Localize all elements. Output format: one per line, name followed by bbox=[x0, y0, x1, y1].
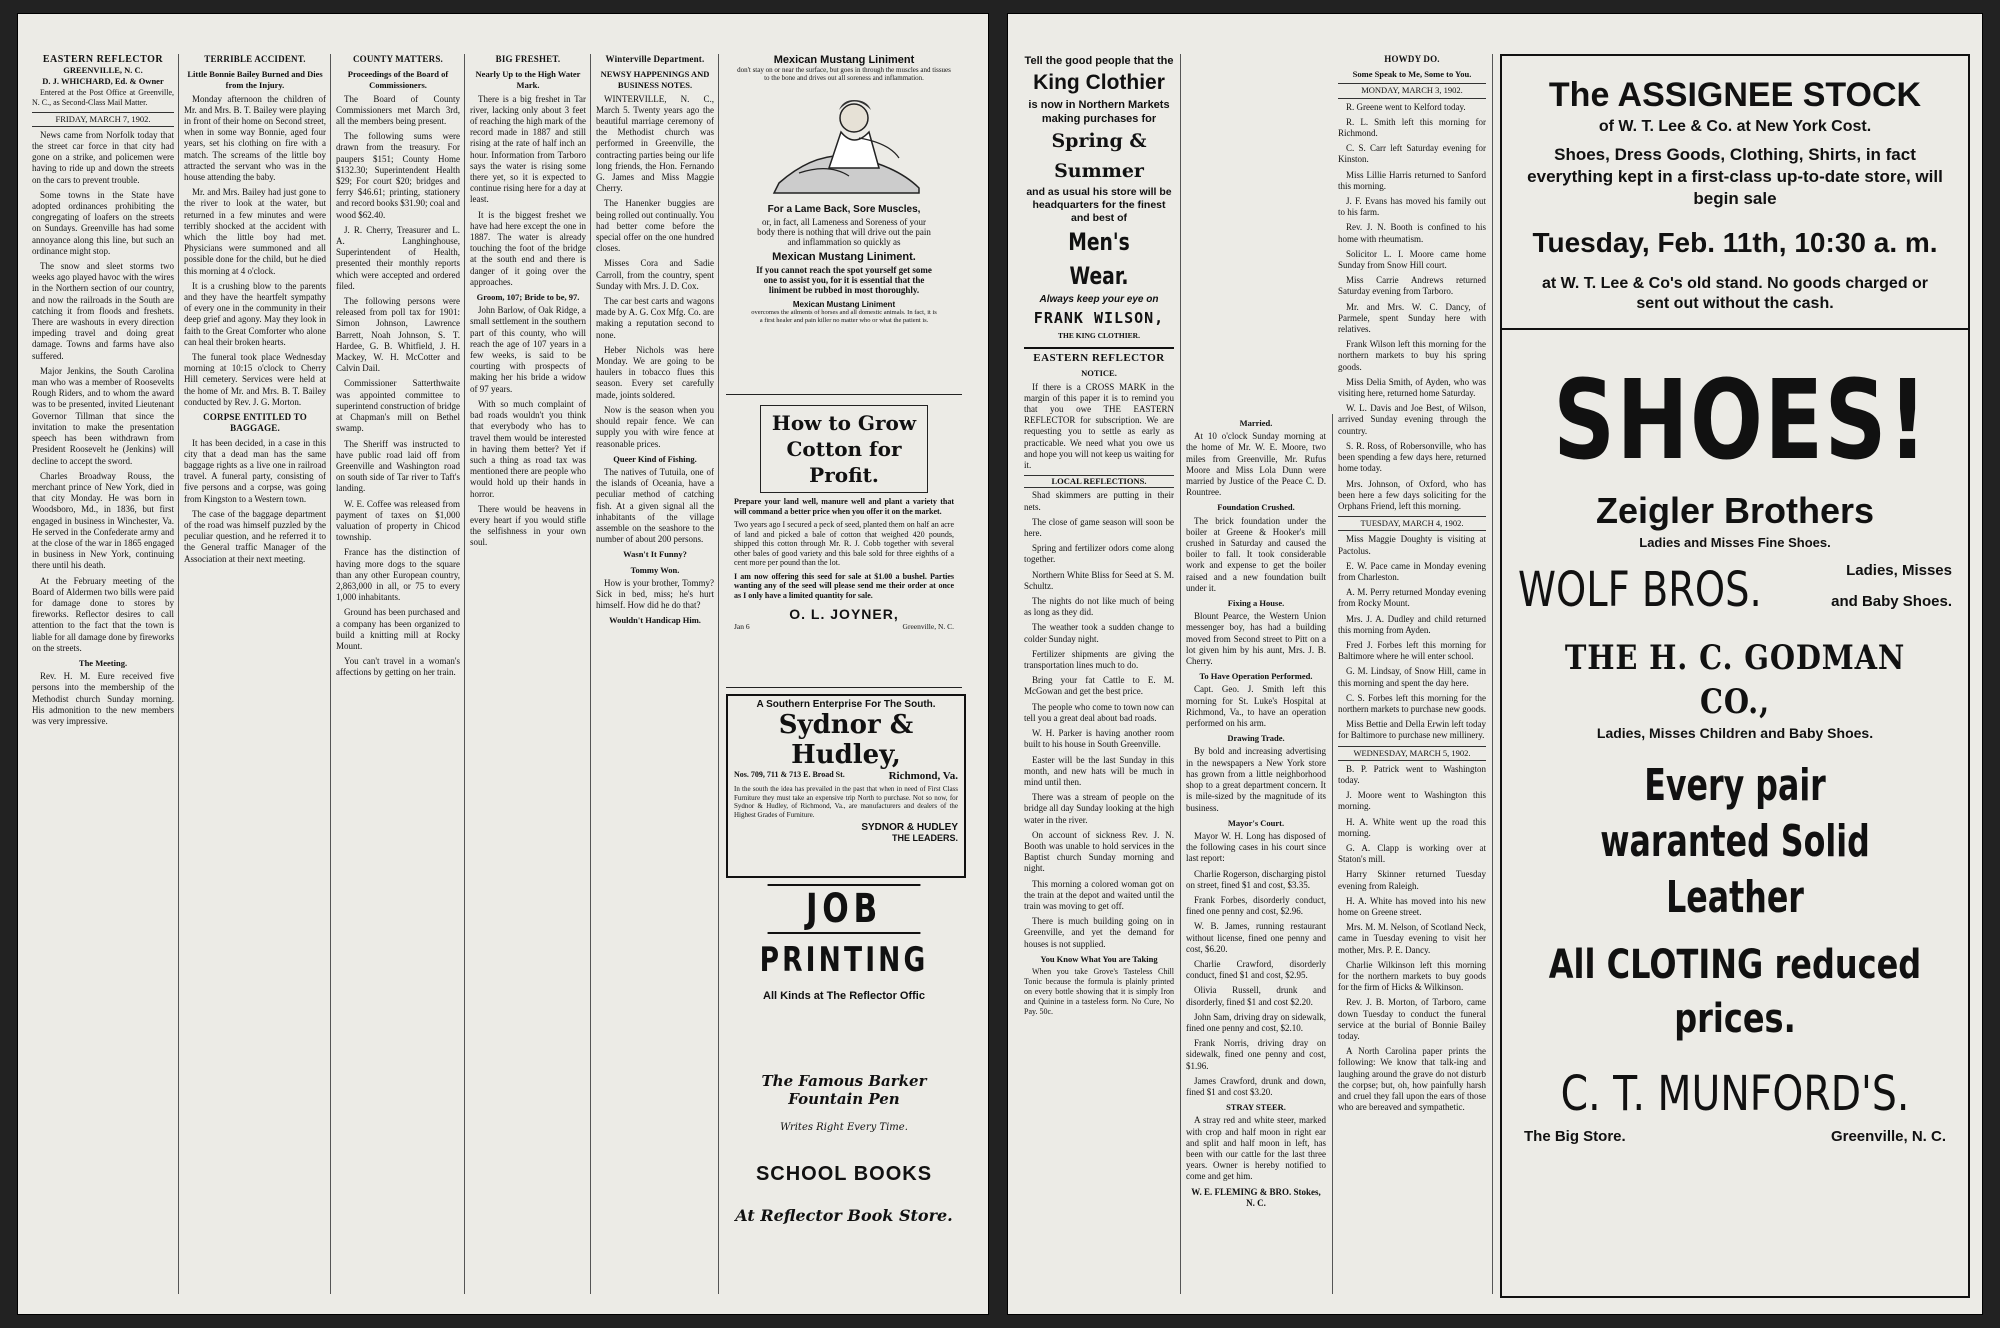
ad-footer: overcomes the ailments of horses and all domestic animals. In fact, it is a first healer and pain killer no matter who or what the patient is. bbox=[751, 309, 937, 324]
ad-signature-line bbox=[726, 622, 962, 631]
ad-note: If you cannot reach the spot yourself get some one to assist you, for it is essential that the liniment be rubbed in most thoroughly. bbox=[756, 265, 932, 295]
article-heading: BIG FRESHET. bbox=[495, 54, 561, 64]
ad-frank-wilson: FRANK WILSON, bbox=[1033, 309, 1165, 327]
column-rule bbox=[178, 54, 179, 1294]
article-heading: To Have Operation Performed. bbox=[1199, 671, 1313, 682]
article-text: J. R. Cherry, Treasurer and L. A. Langhinghouse, Superintendent of Health, presented their monthly reports which were accepted and ordered filed. bbox=[336, 224, 460, 291]
left-col-2 bbox=[184, 54, 326, 1294]
article-text: Mayor W. H. Long has disposed of the following cases in his court since last report: bbox=[1186, 830, 1326, 864]
ad-signature-sub: THE LEADERS. bbox=[891, 833, 958, 843]
court-item: Charlie Rogerson, discharging pistol on street, fined $1 and cost, $3.35. bbox=[1186, 868, 1326, 890]
ad-line: Always keep your eye on bbox=[1039, 294, 1159, 305]
personal-item: Fred J. Forbes left this morning for Baltimore where he will enter school. bbox=[1338, 639, 1486, 662]
ad-address: Nos. 709, 711 & 713 E. Broad St. bbox=[734, 770, 845, 779]
ad-title: Mexican Mustang Liniment bbox=[773, 54, 915, 66]
article-text: You can't travel in a woman's affections by getting on her train. bbox=[336, 656, 460, 678]
ad-frank-sub: THE KING CLOTHIER. bbox=[1058, 331, 1140, 340]
article-text: The Hanenker buggies are being rolled out continually. You had better come before the special offer on the one hundred closes. bbox=[596, 198, 714, 254]
ad-wolf: WOLF BROS. bbox=[1518, 562, 1762, 618]
article-text: The car best carts and wagons made by A. G. Cox Mfg. Co. are making a reputation second to none. bbox=[596, 296, 714, 340]
article-text: It is the biggest freshet we have had here except the one in 1887. The water is already touching the foot of the bridge at the south end and there is danger of it going over the approaches. bbox=[470, 209, 586, 287]
article-heading: TERRIBLE ACCIDENT. bbox=[204, 54, 306, 64]
shoes-ad bbox=[1502, 330, 1968, 1145]
article-heading: Fixing a House. bbox=[1227, 598, 1285, 609]
ad-signature: SYDNOR & HUDLEY bbox=[861, 822, 958, 833]
article-heading: Queer Kind of Fishing. bbox=[613, 453, 697, 464]
column-rule bbox=[330, 54, 331, 1294]
article-heading: Mayor's Court. bbox=[1227, 817, 1285, 828]
article-text: Rev. H. M. Eure received five persons into the membership of the Methodist church Sunday morning. His admonition to the new members was very impressive. bbox=[32, 671, 174, 726]
article-text: By bold and increasing advertising in the newspapers a New York store has grown from a little neighborhood shop to a great department concern. It is mile-sized by the magnitude of its business. bbox=[1186, 746, 1326, 813]
personal-item: Harry Skinner returned Tuesday evening from Raleigh. bbox=[1338, 869, 1486, 891]
article-text: It has been decided, in a case in this city that a dead man has the same baggage rights as a live one in railroad travel. A funeral party, consisting of five persons and a corpse, was going from Kingston to a Western town. bbox=[184, 437, 326, 504]
article-text: Capt. Geo. J. Smith left this morning for St. Luke's Hospital at Richmond, Va., to have an operation performed on his arm. bbox=[1186, 684, 1326, 729]
munford-footer bbox=[1502, 1124, 1968, 1145]
court-item: John Sam, driving dray on sidewalk, fined one penny and cost, $2.10. bbox=[1186, 1011, 1326, 1033]
article-heading: NOTICE. bbox=[1081, 368, 1117, 379]
job-printing-ad bbox=[726, 884, 962, 1294]
local-item: Spring and fertilizer odors come along together. bbox=[1024, 543, 1174, 565]
article-text: The Sheriff was instructed to have public road laid off from Greenville and Washington road on south side of Tar river to Taft's landing. bbox=[336, 438, 460, 494]
article-subheading: NEWSY HAPPENINGS AND BUSINESS NOTES. bbox=[600, 69, 710, 91]
personal-item: Miss Maggie Doughty is visiting at Pactolus. bbox=[1338, 534, 1486, 556]
personal-item: J. Moore went to Washington this morning. bbox=[1338, 790, 1486, 812]
personal-item: Charlie Wilkinson left this morning for the northern markets to buy goods for the firm of Hicks & Wilkinson. bbox=[1338, 959, 1486, 993]
personal-item: Miss Delia Smith, of Ayden, who was visiting here, returned home Saturday. bbox=[1338, 376, 1486, 399]
right-col-2-upper bbox=[1186, 54, 1326, 404]
personal-item: Rev. J. N. Booth is confined to his home with rheumatism. bbox=[1338, 222, 1486, 244]
article-text: The case of the baggage department of the road was himself puzzled by the peculiar question, and he referred it to the General traffic Manager of the Association at their next meeting. bbox=[184, 508, 326, 564]
article-text: John Barlow, of Oak Ridge, a small settlement in the southern part of this county, who will reach the age of 107 years in a few weeks, is said to be courting with prospects of making her his bride a widow of 97 years. bbox=[470, 305, 586, 394]
local-item: Easter will be the last Sunday in this month, and new hats will be much in mind until then. bbox=[1024, 754, 1174, 787]
article-text: At 10 o'clock Sunday morning at the home of Mr. W. E. Moore, two miles from Greenville, Mr. Rufus Moore and Miss Lola Dunn were married by Justice of the Peace C. D. Rountree. bbox=[1186, 431, 1326, 498]
wolf-bros-row bbox=[1502, 552, 1968, 618]
article-text: With so much complaint of bad roads wouldn't you think that everybody who has to travel them would be interested in having them better? Yet if such a thing as road tax was mentioned there are people who would hold up their hands in horror. bbox=[470, 398, 586, 499]
dated-section: MONDAY, MARCH 3, 1902. bbox=[1338, 83, 1486, 98]
local-item: Bring your fat Cattle to E. M. McGowan and get the best price. bbox=[1024, 675, 1174, 697]
article-text: When you take Grove's Tasteless Chill Tonic because the formula is plainly printed on every bottle showing that it is simply Iron and Quinine in a tasteless form. No Cure, No Pay. 50c. bbox=[1024, 966, 1174, 1016]
personal-item: Solicitor L. I. Moore came home Sunday from Snow Hill court. bbox=[1338, 248, 1486, 271]
ad-body: In the south the idea has prevailed in the past that when in need of First Class Furniture they must take an expensive trip North to purchase. Not so now, for Sydnor & Hudley, of Richmond, Va., are manufacturers and dealers of the Highest Grades of Furniture. bbox=[734, 785, 958, 819]
personal-item: Mr. and Mrs. W. C. Dancy, of Parmele, spent Sunday here with relatives. bbox=[1338, 301, 1486, 335]
article-text: Ground has been purchased and a company has been organized to build a knitting mill at Rocky Mount. bbox=[336, 607, 460, 651]
left-page bbox=[18, 14, 988, 1314]
ad-school-books: SCHOOL BOOKS bbox=[755, 1163, 933, 1185]
personal-item: E. W. Pace came in Monday evening from Charleston. bbox=[1338, 560, 1486, 582]
personal-item: Frank Wilson left this morning for the northern markets to buy his spring goods. bbox=[1338, 339, 1486, 372]
ad-body: I am now offering this seed for sale at $1.00 a bushel. Parties wanting any of the seed will please send me their order at once as I only have a limited quantity for sale. bbox=[734, 571, 954, 600]
right-col-2 bbox=[1186, 414, 1326, 1294]
personal-item: Mrs. Johnson, of Oxford, who has been here a few days soliciting for the Orphans Friend, left this morning. bbox=[1338, 478, 1486, 511]
article-heading: Drawing Trade. bbox=[1227, 733, 1285, 744]
article-text: The following persons were released from poll tax for 1901: Simon Johnson, Lawrence Barrett, Noah Johnson, S. T. Hardee, G. B. Whitfield, J. H. Mackey, W. H. McCotter and Calvin Dail. bbox=[336, 296, 460, 374]
article-text: Blount Pearce, the Western Union messenger boy, has had a building moved from Second street to Pitt on a lot given him by his aunt, Mrs. J. B. Cherry. bbox=[1186, 611, 1326, 667]
ad-munford-place: Greenville, N. C. bbox=[1830, 1128, 1946, 1145]
ad-signature: O. L. JOYNER, bbox=[789, 606, 899, 622]
article-heading: CORPSE ENTITLED TO BAGGAGE. bbox=[203, 412, 307, 434]
left-col-4 bbox=[470, 54, 586, 1294]
issue-date: FRIDAY, MARCH 7, 1902. bbox=[32, 112, 174, 127]
personal-item: C. S. Forbes left this morning for the northern markets to purchase new goods. bbox=[1338, 692, 1486, 714]
local-item: On account of sickness Rev. J. N. Booth was unable to hold services in the Baptist church Sunday morning and night. bbox=[1024, 829, 1174, 874]
personal-item: Miss Bettie and Della Erwin left today for Baltimore to purchase new millinery. bbox=[1338, 719, 1486, 741]
article-heading: HOWDY DO. bbox=[1384, 54, 1440, 64]
court-item: W. B. James, running restaurant without license, fined one penny and cost, $6.20. bbox=[1186, 921, 1326, 954]
local-item: This morning a colored woman got on the train at the depot and waited until the train was moving to get off. bbox=[1024, 878, 1174, 911]
court-item: Frank Norris, driving dray on sidewalk, fined one penny and cost, $1.96. bbox=[1186, 1038, 1326, 1071]
local-item: Shad skimmers are putting in their nets. bbox=[1024, 490, 1174, 512]
ad-city: Richmond, Va. bbox=[888, 770, 958, 782]
ad-title-printing: PRINTING bbox=[759, 940, 929, 980]
article-text: Heber Nichols was here Monday. We are going to be haulers in tobacco flues this season. Every set carefully made, joints soldered. bbox=[596, 344, 714, 400]
court-item: James Crawford, drunk and down, fined $1 and cost $3.20. bbox=[1186, 1075, 1326, 1097]
ad-sale-date: Tuesday, Feb. 11th, 10:30 a. m. bbox=[1532, 227, 1938, 258]
article-text: How is your brother, Tommy? Sick in bed, miss; he's hurt himself. How did he do that? bbox=[596, 577, 714, 611]
personal-item: S. R. Ross, of Robersonville, who has been spending a few days here, returned home today. bbox=[1338, 440, 1486, 474]
ad-tagline: A Southern Enterprise For The South. bbox=[756, 699, 936, 710]
right-page bbox=[1008, 14, 1982, 1314]
personal-item: G. A. Clapp is working over at Staton's mill. bbox=[1338, 842, 1486, 865]
court-item: Olivia Russell, drunk and disorderly, fined $1 and cost $2.20. bbox=[1186, 985, 1326, 1007]
left-col-1 bbox=[32, 54, 174, 1294]
ad-title: How to Grow Cotton for Profit. bbox=[760, 405, 928, 493]
ad-wolf-sub2: and Baby Shoes. bbox=[1831, 593, 1952, 610]
ad-solid-leather: Every pair waranted Solid Leather bbox=[1600, 760, 1870, 923]
assignee-stock-ad bbox=[1502, 56, 1968, 330]
ad-zeigler-sub: Ladies and Misses Fine Shoes. bbox=[1639, 535, 1831, 550]
personal-item: A North Carolina paper prints the following: We know that talk-ing and laughing around the grave do not disturb the corpse; but, oh, how painfully harsh and cruel they fall upon the ears of those who are bereaved and sympathetic. bbox=[1338, 1046, 1486, 1113]
article-text: France has the distinction of having more dogs to the square than any other European country, 2,863,000 in all, or 75 to every 1,000 inhabitants. bbox=[336, 547, 460, 603]
article-text: At the February meeting of the Board of Aldermen two bills were paid for damage done to stores by fireworks. Reflector desires to call attention to the fact that the town is liable for all damage done by fireworks on the streets. bbox=[32, 575, 174, 653]
ad-shoes-headline: SHOES! bbox=[1553, 356, 1929, 484]
ad-place: Greenville, N. C. bbox=[902, 622, 954, 631]
article-text: The snow and sleet storms two weeks ago played havoc with the wires in the Northern section of our country, and now the railroads in the South are catching it from floods and freshets. There are washouts in every direction impeding travel and doing great damage. Towns and farms have also suffered. bbox=[32, 261, 174, 361]
article-text: Misses Cora and Sadie Carroll, from the country, spent Sunday with Mrs. J. D. Cox. bbox=[596, 258, 714, 291]
article-heading: The Meeting. bbox=[78, 657, 128, 668]
personal-item: W. L. Davis and Joe Best, of Wilson, arrived Sunday evening through the country. bbox=[1338, 403, 1486, 436]
ad-body: or, in fact, all Lameness and Soreness of your body there is nothing that will drive out the pain and inflammation so quickly as bbox=[757, 217, 931, 247]
personal-item: Miss Lillie Harris returned to Sanford this morning. bbox=[1338, 169, 1486, 191]
masthead: EASTERN REFLECTOR bbox=[42, 54, 164, 65]
column-rule bbox=[590, 54, 591, 1294]
ad-big-store: The Big Store. bbox=[1524, 1128, 1626, 1145]
left-col-5 bbox=[596, 54, 714, 1294]
ad-product-name: Mexican Mustang Liniment. bbox=[772, 251, 916, 263]
sydnor-hudley-ad bbox=[726, 694, 966, 878]
article-text: News came from Norfolk today that the street car force in that city had gone on a strike, and policemen were having to ride up and down the streets on the cars to prevent trouble. bbox=[32, 129, 174, 185]
ad-pen-tagline: Writes Right Every Time. bbox=[780, 1122, 908, 1133]
local-item: The nights do not like much of being as long as they did. bbox=[1024, 596, 1174, 618]
personal-item: R. Greene went to Kelford today. bbox=[1346, 101, 1466, 112]
assignee-shoes-ad-block bbox=[1500, 54, 1970, 1298]
ad-store: At Reflector Book Store. bbox=[735, 1206, 953, 1225]
column-rule bbox=[1180, 54, 1181, 1294]
ad-title: The ASSIGNEE STOCK bbox=[1548, 76, 1922, 114]
article-text: Major Jenkins, the South Carolina man who was a member of Roosevelts Rough Riders, and to whom the award was to be presented, invited Lieutenant Governor Tillman that since the invitation to make the presentation speech has been withdrawn from President Roosevelt he (Jenkins) will decline to accept the sword. bbox=[32, 365, 174, 466]
article-heading: LOCAL REFLECTIONS. bbox=[1024, 475, 1174, 488]
ad-godman-sub: Ladies, Misses Children and Baby Shoes. bbox=[1596, 725, 1874, 741]
ad-subtitle: of W. T. Lee & Co. at New York Cost. bbox=[1598, 118, 1872, 135]
article-text: A stray red and white steer, marked with crop and half moon in right ear and split and half moon in left, has been with our cattle for the last three years. Owner is hereby notified to come and get him. bbox=[1186, 1115, 1326, 1182]
article-heading: Foundation Crushed. bbox=[1217, 502, 1295, 513]
article-subheading: Little Bonnie Bailey Burned and Dies from the Injury. bbox=[187, 69, 323, 91]
article-text: The Board of County Commissioners met March 3rd, all the members being present. bbox=[336, 93, 460, 127]
article-text: WINTERVILLE, N. C., March 5. Twenty years ago the beautiful marriage ceremony of the Methodist church was performed in Greenville, the contracting parties being our life long friends, the Hon. Fernando G. James and Miss Maggie Cherry. bbox=[596, 93, 714, 194]
ad-body: Two years ago I secured a peck of seed, planted them on half an acre of land and picked a bale of cotton that weighed 420 pounds, shipped this cotton through Mr. R. J. Cobb together with several other bales of good variety and this bale sold for three eighths of a cent more per pound than the lot. bbox=[734, 520, 955, 567]
local-item: The close of game season will soon be here. bbox=[1024, 516, 1174, 539]
ad-title: Sydnor & Hudley, bbox=[778, 710, 914, 770]
ad-date: Jan 6 bbox=[734, 622, 750, 631]
ad-munford: C. T. MUNFORD'S. bbox=[1560, 1066, 1910, 1122]
ad-wolf-sub1: Ladies, Misses bbox=[1846, 562, 1952, 579]
ad-description: Shoes, Dress Goods, Clothing, Shirts, in fact everything kept in a first-class up-to-date store, will begin sale bbox=[1527, 145, 1943, 208]
personal-item: B. P. Patrick went to Washington today. bbox=[1338, 763, 1486, 785]
personal-item: Mrs. J. A. Dudley and child returned this morning from Ayden. bbox=[1338, 613, 1486, 635]
dated-section: WEDNESDAY, MARCH 5, 1902. bbox=[1338, 746, 1486, 761]
article-text: The natives of Tutuila, one of the islands of Oceania, have a peculiar method of catching fish. At a given signal all the inhabitants of the village assemble on the seashore to the number of about 200 persons. bbox=[596, 466, 714, 545]
column-rule bbox=[1332, 414, 1333, 1294]
dated-section: TUESDAY, MARCH 4, 1902. bbox=[1338, 516, 1486, 531]
cotton-seed-ad bbox=[726, 394, 962, 688]
article-text: The funeral took place Wednesday morning at 10:15 o'clock to Cherry Hill cemetery. Services were held at the home of Mr. and Mrs. B. T. Bailey conducted by Rev. J. G. Morton. bbox=[184, 352, 326, 407]
personal-item: H. A. White went up the road this morning. bbox=[1338, 816, 1486, 838]
ad-mens-wear: Men's Wear. bbox=[1068, 228, 1130, 290]
ad-subtitle: All Kinds at The Reflector Offic bbox=[763, 990, 925, 1002]
woman-reclining-illustration bbox=[759, 88, 929, 198]
article-text: Charles Broadway Rouss, the merchant prince of New York, died in that city Monday. He was born in Woodsboro, Md., in 1836, but first engaged in business in Winchester, Va. He served in the Confederate army and at the close of the war in 1865 engaged in business in New York, continuing there until his death. bbox=[32, 470, 174, 571]
article-subheading: Nearly Up to the High Water Mark. bbox=[475, 69, 581, 91]
masthead-editor: D. J. WHICHARD, Ed. & Owner bbox=[42, 76, 164, 87]
ad-tagline: don't stay on or near the surface, but goes in through the muscles and tissues to the bone and drives out all soreness and inflammation. bbox=[737, 66, 951, 82]
ad-season: Spring & Summer bbox=[1051, 130, 1147, 182]
article-signature: W. E. FLEMING & BRO. Stokes, N. C. bbox=[1191, 1186, 1321, 1208]
personal-item: A. M. Perry returned Monday evening from Rocky Mount. bbox=[1338, 587, 1486, 609]
ad-godman: THE H. C. GODMAN CO., bbox=[1564, 638, 1906, 722]
article-heading: COUNTY MATTERS. bbox=[352, 54, 443, 64]
article-heading: Groom, 107; Bride to be, 97. bbox=[476, 292, 580, 303]
article-text: If there is a CROSS MARK in the margin of this paper it is to remind you that you owe THE EASTERN REFLECTOR for subscription. We are requesting you to settle as early as practicable. We need what you owe us and hope you will not keep us waiting for it. bbox=[1024, 381, 1174, 471]
ad-line: is now in Northern Markets making purchases for bbox=[1028, 99, 1170, 125]
personal-item: Rev. J. B. Morton, of Tarboro, came down Tuesday to conduct the funeral service at the burial of Bonnie Bailey today. bbox=[1338, 997, 1486, 1042]
local-item: There was a stream of people on the bridge all day Sunday looking at the high water in the river. bbox=[1024, 792, 1174, 825]
court-item: Frank Forbes, disorderly conduct, fined one penny and cost, $2.96. bbox=[1186, 894, 1326, 917]
article-heading: Wasn't It Funny? bbox=[623, 549, 687, 560]
local-item: Fertilizer shipments are giving the transportation lines much to do. bbox=[1024, 648, 1174, 671]
article-text: Some towns in the State have adopted ordinances prohibiting the congregating of loafers on the streets on Sundays. Greenville has had some annoyance along this line, but such an ordinance might stop. bbox=[32, 189, 174, 256]
ad-cloting: All CLOTING reduced prices. bbox=[1548, 942, 1922, 1042]
local-item: Northern White Bliss for Seed at S. M. Schultz. bbox=[1024, 569, 1174, 591]
ad-lame-back: For a Lame Back, Sore Muscles, bbox=[767, 204, 921, 215]
ad-place: at W. T. Lee & Co's old stand. No goods charged or sent out without the cash. bbox=[1541, 275, 1929, 312]
article-heading: Married. bbox=[1239, 418, 1273, 428]
ad-footer-title: Mexican Mustang Liniment bbox=[792, 300, 896, 309]
ad-pen-title: The Famous Barker Fountain Pen bbox=[761, 1072, 927, 1108]
article-text: Commissioner Satterthwaite was appointed committee to superintend construction of bridge at Chapman's mill on Bethel swamp. bbox=[336, 378, 460, 434]
left-col-3 bbox=[336, 54, 460, 1294]
column-rule bbox=[464, 54, 465, 1294]
entry-notice: Entered at the Post Office at Greenville, N. C., as Second-Class Mail Matter. bbox=[32, 87, 174, 107]
article-text: The following sums were drawn from the treasury. For paupers $151; County Home $132.30; Superintendent Health $29; For court $20; bridges and ferry $46.61; printing, stationery and record books $31.90; coal and wood $62.40. bbox=[336, 131, 460, 220]
ad-zeigler: Zeigler Brothers bbox=[1595, 490, 1875, 531]
masthead-place: GREENVILLE, N. C. bbox=[63, 65, 143, 76]
article-text: It is a crushing blow to the parents and they have the heartfelt sympathy of every one in the community in their deep grief and agony. May they look in faith to the Great Comforter who alone can heal their broken hearts. bbox=[184, 280, 326, 347]
article-text: Mr. and Mrs. Bailey had just gone to the river to look at the water, but returned in a few minutes and were terribly shocked at the accident with which the little boy had met. Physicians were summoned and all possible done for the child, but he died this morning at 4 o'clock. bbox=[184, 187, 326, 276]
ad-address-line bbox=[728, 770, 964, 782]
local-item: The weather took a sudden change to colder Sunday night. bbox=[1024, 622, 1174, 644]
personal-item: Mrs. M. M. Nelson, of Scotland Neck, came in Tuesday evening to visit her mother, Mrs. P. E. Dancy. bbox=[1338, 922, 1486, 955]
personal-item: Miss Carrie Andrews returned Saturday evening from Tarboro. bbox=[1338, 275, 1486, 297]
personal-item: G. M. Lindsay, of Snow Hill, came in this morning and spent the day here. bbox=[1338, 666, 1486, 688]
article-heading: You Know What You are Taking bbox=[1040, 953, 1158, 964]
personal-item: J. F. Evans has moved his family out to his farm. bbox=[1338, 196, 1486, 218]
local-item: There is much building going on in Greenville, and yet the demand for houses is not supplied. bbox=[1024, 916, 1174, 949]
article-text: The brick foundation under the boiler at Greene & Hooker's mill crushed in Saturday and caused the boiler to fall. It took considerable work and expense to get the boiler raised and a new foundation built under it. bbox=[1186, 515, 1326, 593]
local-item: W. H. Parker is having another room built to his house in South Greenville. bbox=[1024, 728, 1174, 750]
column-rule bbox=[718, 54, 719, 1294]
local-item: The people who come to town now can tell you a great deal about bad roads. bbox=[1024, 701, 1174, 723]
article-text: W. E. Coffee was released from payment of taxes on $1,000 valuation of property in Chicod township. bbox=[336, 498, 460, 543]
article-heading: Wouldn't Handicap Him. bbox=[609, 615, 701, 626]
court-item: Charlie Crawford, disorderly conduct, fined $1 and cost, $2.95. bbox=[1186, 958, 1326, 981]
article-text: Now is the season when you should repair fence. We can supply you with wire fence at reasonable prices. bbox=[596, 404, 714, 449]
article-heading: Winterville Department. bbox=[605, 54, 705, 64]
personal-item: H. A. White has moved into his new home on Greene street. bbox=[1338, 895, 1486, 917]
article-subheading: Some Speak to Me, Some to You. bbox=[1352, 69, 1472, 80]
article-subheading: Proceedings of the Board of Commissioners. bbox=[347, 69, 449, 91]
column-rule bbox=[1492, 54, 1493, 1294]
article-heading: STRAY STEER. bbox=[1226, 1102, 1286, 1113]
right-col-1 bbox=[1024, 54, 1174, 1294]
article-text: There would be heavens in every heart if you would stifle the selfishness in your own soul. bbox=[470, 503, 586, 548]
king-clothier-ad bbox=[1024, 54, 1174, 341]
ad-title: King Clothier bbox=[1033, 71, 1165, 94]
right-col-3 bbox=[1338, 54, 1486, 1294]
personal-item: R. L. Smith left this morning for Richmond. bbox=[1338, 116, 1486, 139]
mustang-liniment-ad bbox=[726, 54, 962, 384]
article-text: Monday afternoon the children of Mr. and Mrs. B. T. Bailey were playing in front of their home on Second street, when in some way Bonnie, aged four years, set his clothing on fire with a match. The screams of the little boy attracted the servant who was in the house attending the baby. bbox=[184, 93, 326, 183]
personal-item: C. S. Carr left Saturday evening for Kinston. bbox=[1338, 143, 1486, 165]
ad-line: Tell the good people that the bbox=[1024, 55, 1174, 67]
masthead: EASTERN REFLECTOR bbox=[1033, 352, 1165, 365]
ad-line: and as usual his store will be headquarters for the finest and best of bbox=[1026, 186, 1172, 224]
ad-body: Prepare your land well, manure well and plant a variety that will command a better price when you offer it on the market. bbox=[734, 497, 954, 516]
article-text: There is a big freshet in Tar river, lacking only about 3 feet of reaching the high mark of the record made in 1887 and still rising at the rate of half inch an hour. Information from Tarboro says the water is rising some there yet, so it is expected to continue rising here for a day at least. bbox=[470, 93, 586, 205]
ad-title-job: JOB bbox=[768, 884, 921, 934]
article-heading: Tommy Won. bbox=[630, 564, 680, 575]
